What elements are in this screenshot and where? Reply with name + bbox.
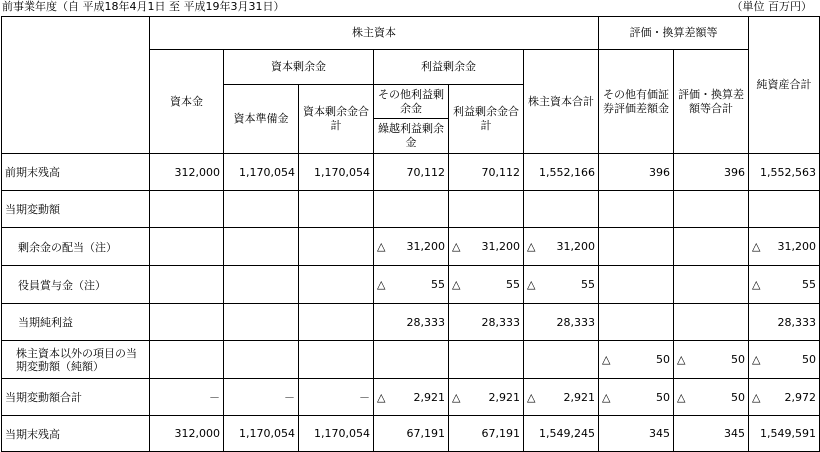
cell (150, 304, 224, 341)
cell: △ 50 (599, 341, 674, 379)
cell (524, 341, 599, 379)
cell: △ 55 (524, 266, 599, 304)
cell: △ 55 (374, 266, 449, 304)
cell: △ 50 (674, 341, 749, 379)
cell: 396 (674, 154, 749, 191)
header-shareholders-equity: 株主資本 (150, 17, 599, 50)
triangle-mark: △ (452, 278, 461, 291)
cell (299, 304, 374, 341)
row-label: 当期純利益 (2, 304, 150, 341)
row-label: 当期変動額 (2, 191, 150, 228)
triangle-mark: △ (752, 390, 761, 404)
triangle-mark: △ (602, 353, 611, 366)
caption (2, 0, 818, 14)
cell: 345 (674, 416, 749, 452)
cell (449, 191, 524, 228)
cell: 1,549,245 (524, 416, 599, 452)
cell: 1,170,054 (224, 416, 299, 452)
header-retained-earnings-total: 利益剰余金合計 (449, 85, 524, 154)
cell: 396 (599, 154, 674, 191)
table-row (2, 154, 820, 191)
cell (224, 341, 299, 379)
header-carried-forward: 繰越利益剰余金 (374, 119, 449, 154)
cell: 67,191 (449, 416, 524, 452)
cell (674, 304, 749, 341)
cell (299, 266, 374, 304)
header-capital-surplus-total: 資本剰余金合計 (299, 85, 374, 154)
triangle-mark: △ (377, 278, 386, 291)
cell: △ 55 (749, 266, 820, 304)
cell (150, 341, 224, 379)
cell: △ 31,200 (749, 228, 820, 266)
cell: 67,191 (374, 416, 449, 452)
cell (224, 228, 299, 266)
cell: 1,552,166 (524, 154, 599, 191)
header-net-assets-total: 純資産合計 (749, 17, 820, 154)
cell (150, 266, 224, 304)
triangle-mark: △ (527, 278, 536, 291)
cell (224, 304, 299, 341)
triangle-mark: △ (377, 390, 386, 404)
cell: 345 (599, 416, 674, 452)
cell: － (150, 379, 224, 416)
cell (599, 191, 674, 228)
cell (224, 266, 299, 304)
cell: △ 50 (599, 379, 674, 416)
row-label: 剰余金の配当（注） (2, 228, 150, 266)
cell: 312,000 (150, 416, 224, 452)
triangle-mark: △ (452, 390, 461, 404)
row-label: 株主資本以外の項目の当期変動額（純額） (2, 341, 150, 379)
row-label: 前期末残高 (2, 154, 150, 191)
period-title: 前事業年度（自 平成18年4月1日 至 平成19年3月31日） (2, 0, 285, 13)
header-other-securities-valuation: その他有価証券評価差額金 (599, 50, 674, 154)
cell: 28,333 (749, 304, 820, 341)
cell: △ 50 (674, 379, 749, 416)
triangle-mark: △ (602, 390, 611, 404)
cell (299, 191, 374, 228)
cell: 1,170,054 (224, 154, 299, 191)
cell: 1,170,054 (299, 416, 374, 452)
cell: △ 50 (749, 341, 820, 379)
header-capital-surplus: 資本剰余金 (224, 50, 374, 85)
table-row (2, 416, 820, 452)
table-row (2, 341, 820, 379)
statement-of-changes-table (1, 16, 820, 452)
table-row (2, 228, 820, 266)
cell: △ 2,921 (374, 379, 449, 416)
cell (299, 228, 374, 266)
cell (299, 341, 374, 379)
cell: △ 2,921 (524, 379, 599, 416)
header-retained-earnings: 利益剰余金 (374, 50, 524, 85)
cell: △ 2,921 (449, 379, 524, 416)
cell: 1,170,054 (299, 154, 374, 191)
row-label: 当期変動額合計 (2, 379, 150, 416)
cell (374, 341, 449, 379)
cell: △ 55 (449, 266, 524, 304)
cell (674, 266, 749, 304)
cell: 312,000 (150, 154, 224, 191)
cell: △ 2,972 (749, 379, 820, 416)
row-label: 役員賞与金（注） (2, 266, 150, 304)
table-row (2, 191, 820, 228)
header-valuation: 評価・換算差額等 (599, 17, 749, 50)
triangle-mark: △ (527, 390, 536, 404)
header-capital-reserve: 資本準備金 (224, 85, 299, 154)
cell (524, 191, 599, 228)
triangle-mark: △ (677, 390, 686, 404)
cell (449, 341, 524, 379)
cell (150, 191, 224, 228)
cell (599, 304, 674, 341)
cell: 70,112 (374, 154, 449, 191)
triangle-mark: △ (677, 353, 686, 366)
cell (599, 266, 674, 304)
cell: － (224, 379, 299, 416)
cell (674, 228, 749, 266)
header-total-valuation: 評価・換算差額等合計 (674, 50, 749, 154)
table-row (2, 379, 820, 416)
triangle-mark: △ (752, 353, 761, 366)
cell: － (299, 379, 374, 416)
cell (150, 228, 224, 266)
cell (749, 191, 820, 228)
cell: △ 31,200 (449, 228, 524, 266)
cell (224, 191, 299, 228)
cell: △ 31,200 (524, 228, 599, 266)
cell: △ 31,200 (374, 228, 449, 266)
cell: 28,333 (524, 304, 599, 341)
triangle-mark: △ (752, 240, 761, 253)
triangle-mark: △ (452, 240, 461, 253)
cell: 1,549,591 (749, 416, 820, 452)
table-row (2, 266, 820, 304)
header-blank (2, 17, 150, 154)
cell (374, 191, 449, 228)
cell (674, 191, 749, 228)
cell: 28,333 (449, 304, 524, 341)
cell: 70,112 (449, 154, 524, 191)
header-other-retained-earnings: その他利益剰余金 (374, 85, 449, 119)
unit-label: （単位 百万円） (731, 0, 812, 13)
triangle-mark: △ (377, 240, 386, 253)
table-row (2, 304, 820, 341)
header-total-shareholders-equity: 株主資本合計 (524, 50, 599, 154)
triangle-mark: △ (527, 240, 536, 253)
triangle-mark: △ (752, 278, 761, 291)
header-capital-stock: 資本金 (150, 50, 224, 154)
cell: 1,552,563 (749, 154, 820, 191)
cell (599, 228, 674, 266)
cell: 28,333 (374, 304, 449, 341)
row-label: 当期末残高 (2, 416, 150, 452)
